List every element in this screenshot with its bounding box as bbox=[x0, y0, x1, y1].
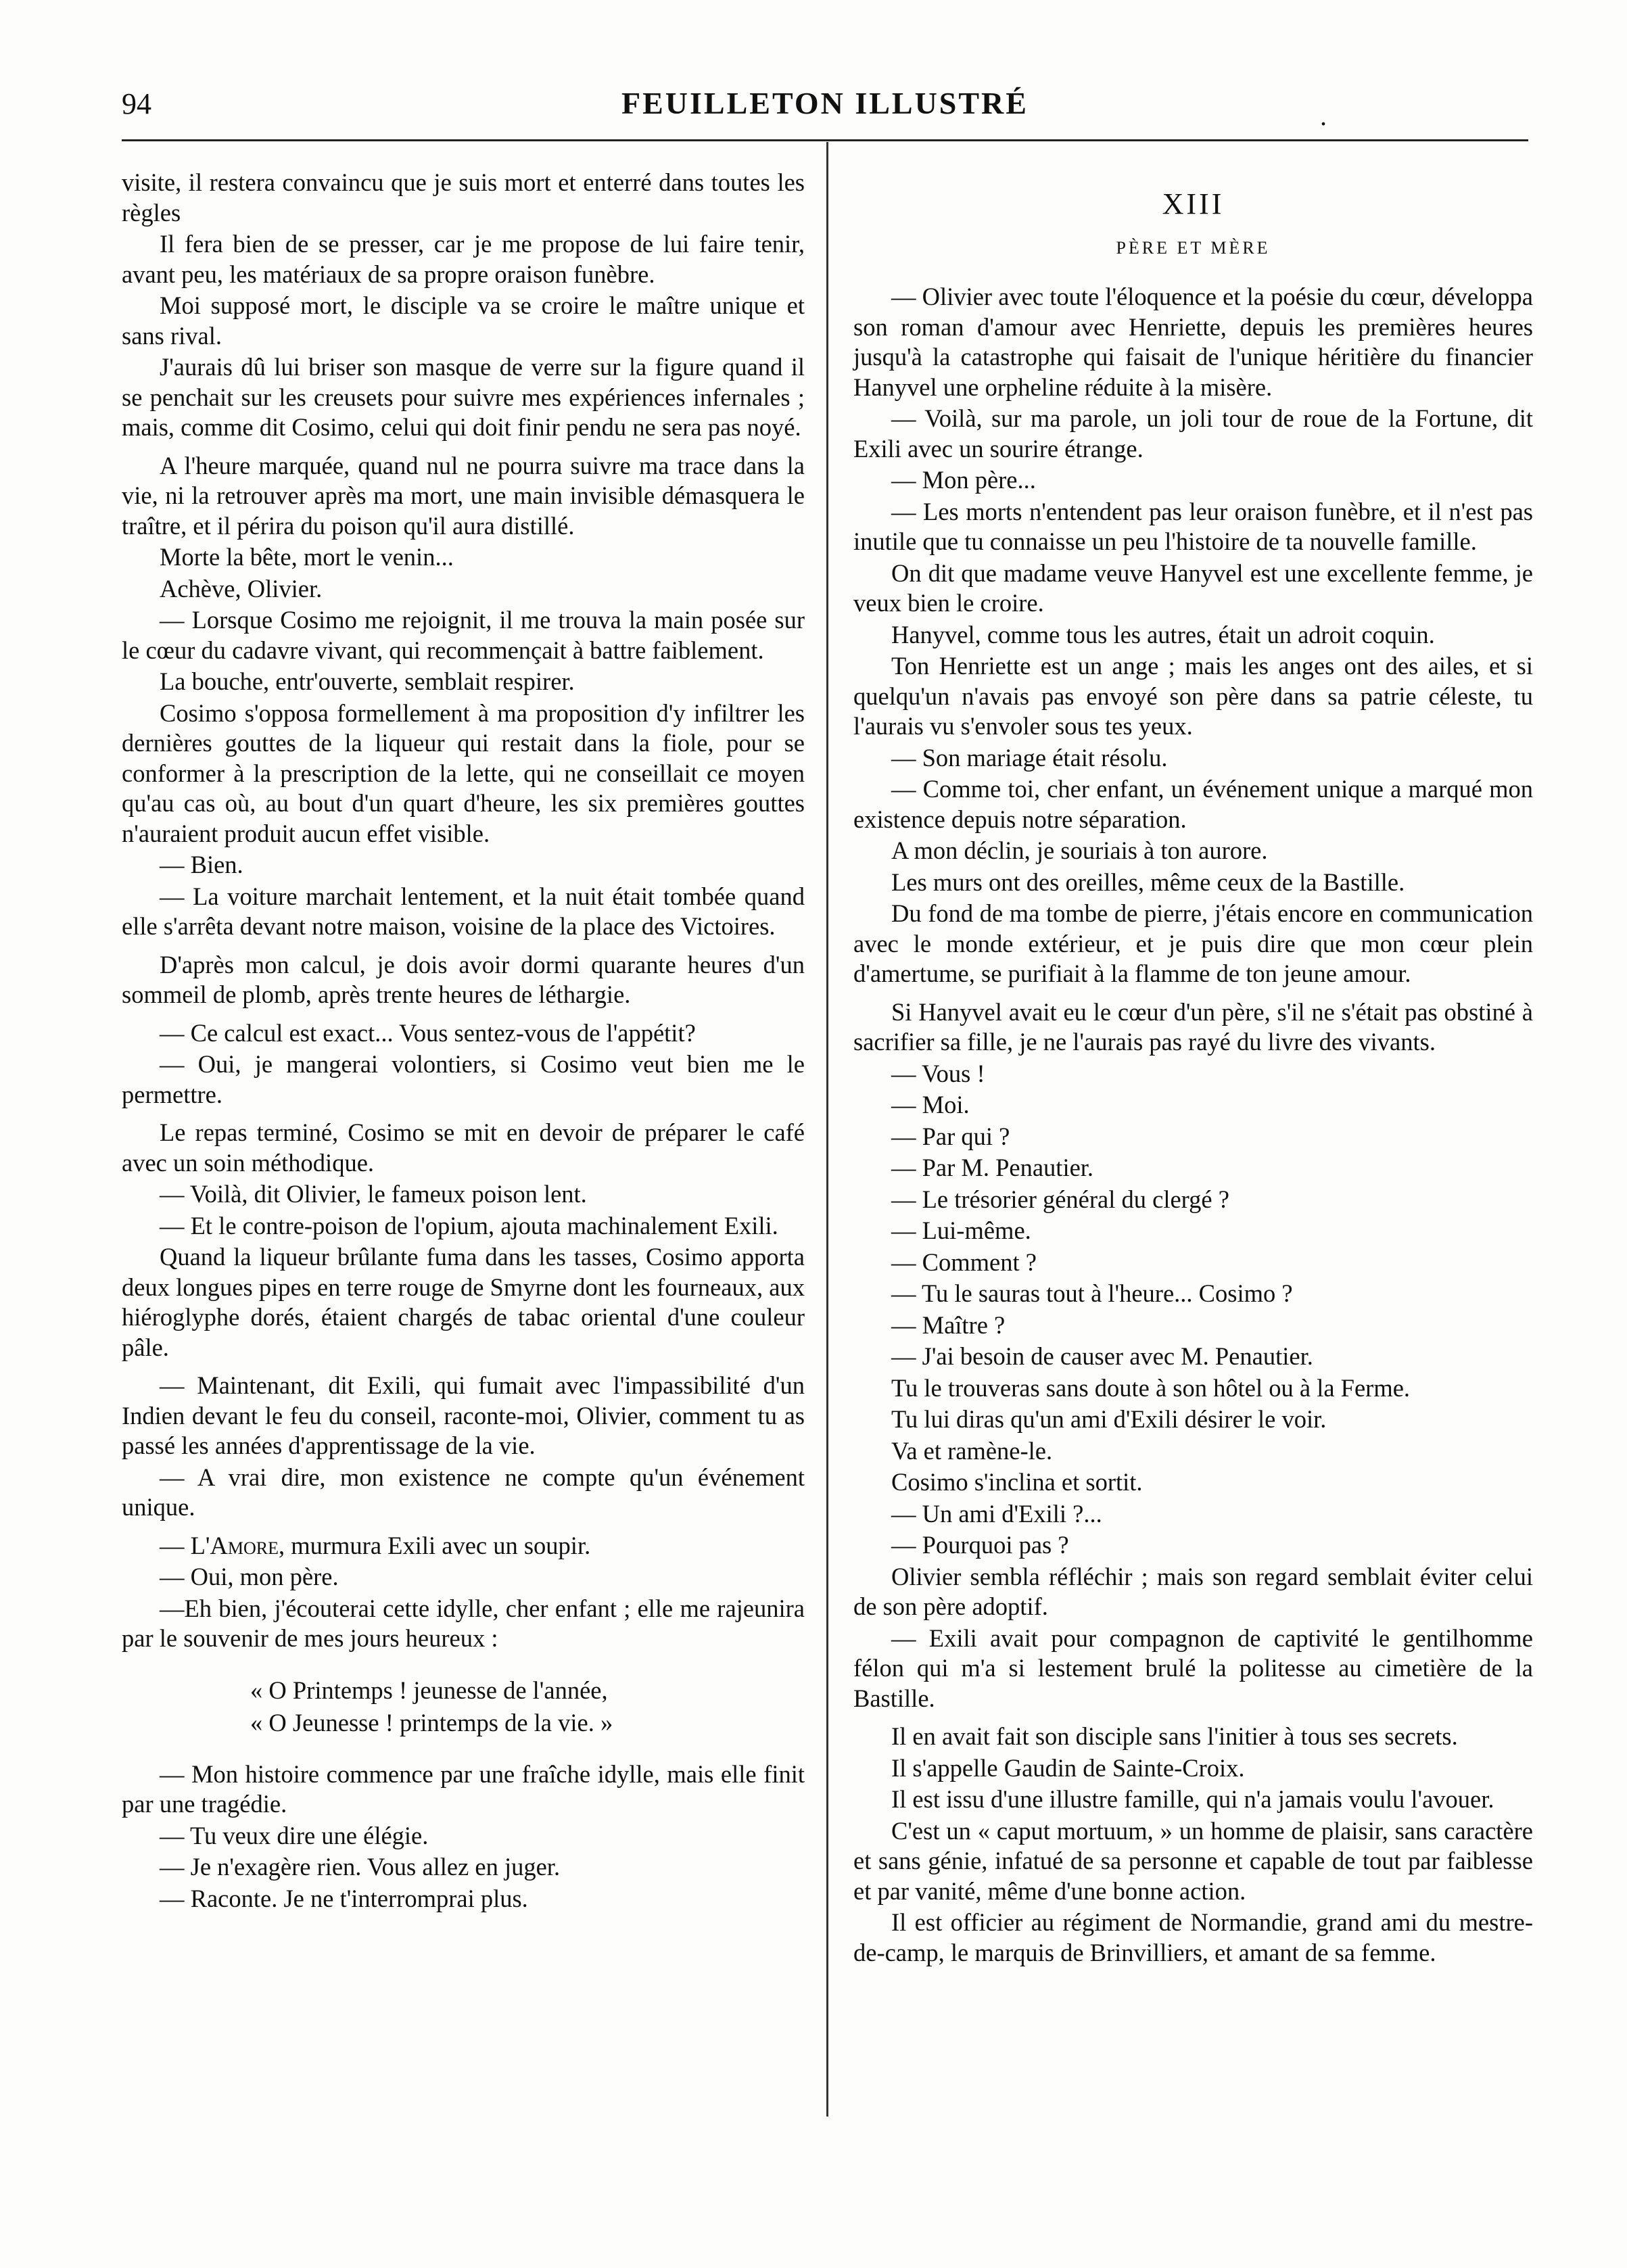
paragraph: — Comment ? bbox=[891, 1248, 1037, 1276]
page-number: 94 bbox=[122, 87, 151, 120]
paragraph: — Lui-même. bbox=[891, 1216, 1031, 1244]
column-divider bbox=[826, 142, 828, 2117]
paragraph: A mon déclin, je souriais à ton aurore. bbox=[891, 836, 1268, 864]
paragraph: — Maintenant, dit Exili, qui fumait avec l'impassibilité d'un Indien devant le feu du conseil, raconte-moi, Olivier, comment tu as passé les années d'apprentissage de la vie. bbox=[122, 1371, 805, 1459]
paragraph: La bouche, entr'ouverte, semblait respirer. bbox=[160, 667, 575, 695]
paragraph: Tu le trouveras sans doute à son hôtel ou à la Ferme. bbox=[891, 1373, 1411, 1402]
paragraph: — Maître ? bbox=[891, 1310, 1006, 1339]
paragraph: — Je n'exagère rien. Vous allez en juger. bbox=[160, 1853, 561, 1881]
paragraph bbox=[122, 1531, 805, 1561]
paragraph: J'aurais dû lui briser son masque de verre sur la figure quand il se penchait sur les creusets pour suivre mes expériences infernales ; mais, comme dit Cosimo, celui qui doit finir pendu ne sera pas noyé. bbox=[122, 353, 805, 441]
paragraph: — J'ai besoin de causer avec M. Penautier. bbox=[891, 1342, 1313, 1370]
paragraph: Le repas terminé, Cosimo se mit en devoir de préparer le café avec un soin méthodique. bbox=[122, 1118, 805, 1177]
paragraph: Cosimo s'inclina et sortit. bbox=[891, 1468, 1143, 1496]
paragraph: — Pourquoi pas ? bbox=[891, 1531, 1069, 1559]
paragraph: Il est issu d'une illustre famille, qui n'a jamais voulu l'avouer. bbox=[891, 1785, 1494, 1813]
paragraph: D'après mon calcul, je dois avoir dormi quarante heures d'un sommeil de plomb, après trente heures de léthargie. bbox=[122, 950, 805, 1008]
paragraph: — Olivier avec toute l'éloquence et la poésie du cœur, développa son roman d'amour avec Henriette, depuis les premières heures jusqu'à la catastrophe qui faisait de l'unique héritière du financier Hanyvel une orpheline réduite à la misère. bbox=[853, 283, 1533, 401]
small-caps-word: Amore bbox=[210, 1531, 279, 1559]
paragraph: —Eh bien, j'écouterai cette idylle, cher enfant ; elle me rajeunira par le souvenir de mes jours heureux : bbox=[122, 1594, 805, 1652]
left-column bbox=[122, 168, 805, 1915]
chapter-title: PÈRE ET MÈRE bbox=[1116, 237, 1271, 258]
paragraph: Va et ramène-le. bbox=[891, 1436, 1053, 1465]
paragraph: Il s'appelle Gaudin de Sainte-Croix. bbox=[891, 1753, 1245, 1782]
paragraph: Si Hanyvel avait eu le cœur d'un père, s'il ne s'était pas obstiné à sacrifier sa fille, je ne l'aurais pas rayé du livre des vivants. bbox=[853, 997, 1533, 1056]
paragraph: Ton Henriette est un ange ; mais les anges ont des ailes, et si quelqu'un n'avais pas envoyé son père dans sa patrie céleste, tu l'aurais vu s'envoler sous tes yeux. bbox=[853, 652, 1533, 740]
paragraph: Il est officier au régiment de Normandie, grand ami du mestre-de-camp, le marquis de Brinvilliers, et amant de sa femme. bbox=[853, 1908, 1533, 1966]
paragraph: — Oui, mon père. bbox=[160, 1563, 339, 1590]
page-header bbox=[122, 80, 1528, 131]
paragraph: Cosimo s'opposa formellement à ma proposition d'y infiltrer les dernières gouttes de la liqueur qui restait dans la fiole, pour se conformer à la prescription de la lette, qui ne conseillait ce moyen qu'au cas où, au bout d'un quart d'heure, les six premières gouttes n'auraient produit aucun effet visible. bbox=[122, 699, 805, 847]
paragraph: Les murs ont des oreilles, même ceux de la Bastille. bbox=[891, 868, 1405, 896]
paragraph: — Moi. bbox=[891, 1091, 970, 1118]
chapter-number: XIII bbox=[1162, 187, 1225, 220]
text-run: — L' bbox=[160, 1531, 210, 1559]
paragraph: Il fera bien de se presser, car je me propose de lui faire tenir, avant peu, les matériaux de sa propre oraison funèbre. bbox=[122, 230, 805, 288]
paragraph: — Tu veux dire une élégie. bbox=[160, 1821, 429, 1849]
paragraph: — Ce calcul est exact... Vous sentez-vous de l'appétit? bbox=[160, 1018, 696, 1047]
paragraph: — Un ami d'Exili ?... bbox=[891, 1499, 1102, 1528]
paragraph: — Mon histoire commence par une fraîche idylle, mais elle finit par une tragédie. bbox=[122, 1759, 805, 1818]
paragraph: Il en avait fait son disciple sans l'initier à tous ses secrets. bbox=[891, 1722, 1458, 1750]
paragraph: — Exili avait pour compagnon de captivité le gentilhomme félon qui m'a si lestement brulé la politesse au cimetière de la Bastille. bbox=[853, 1624, 1533, 1712]
paragraph: Quand la liqueur brûlante fuma dans les tasses, Cosimo apporta deux longues pipes en terre rouge de Smyrne dont les fourneaux, aux hiéroglyphe dorés, étaient chargés de tabac oriental d'une couleur pâle. bbox=[122, 1243, 805, 1361]
header-rule bbox=[122, 139, 1528, 141]
paragraph: visite, il restera convaincu que je suis mort et enterré dans toutes les règles bbox=[122, 168, 805, 227]
paragraph: Moi supposé mort, le disciple va se croire le maître unique et sans rival. bbox=[122, 291, 805, 350]
text-run: , murmura Exili avec un soupir. bbox=[278, 1531, 591, 1559]
paragraph: — Voilà, sur ma parole, un joli tour de roue de la Fortune, dit Exili avec un sourire étrange. bbox=[853, 404, 1533, 463]
paragraph: — Par M. Penautier. bbox=[891, 1154, 1094, 1181]
verse-quote bbox=[122, 1674, 805, 1739]
verse-line: « O Printemps ! jeunesse de l'année, bbox=[250, 1676, 608, 1704]
paragraph: — Raconte. Je ne t'interromprai plus. bbox=[160, 1884, 528, 1912]
paragraph: — La voiture marchait lentement, et la nuit était tombée quand elle s'arrêta devant notre maison, voisine de la place des Victoires. bbox=[122, 882, 805, 940]
paragraph: — Bien. bbox=[160, 851, 243, 878]
paragraph: A l'heure marquée, quand nul ne pourra suivre ma trace dans la vie, ni la retrouver après ma mort, une main invisible démasquera le traître, et il périra du poison qu'il aura distillé. bbox=[122, 451, 805, 540]
paragraph: — Et le contre-poison de l'opium, ajouta machinalement Exili. bbox=[160, 1211, 778, 1239]
paragraph: — Le trésorier général du clergé ? bbox=[891, 1185, 1229, 1213]
right-column bbox=[853, 177, 1533, 1969]
paragraph: — Oui, je mangerai volontiers, si Cosimo veut bien me le permettre. bbox=[122, 1050, 805, 1108]
paragraph: Achève, Olivier. bbox=[160, 574, 323, 603]
paragraph: Du fond de ma tombe de pierre, j'étais encore en communication avec le monde extérieur, et je puis dire que mon cœur plein d'amertume, se purifiait à la flamme de ton jeune amour. bbox=[853, 899, 1533, 987]
paragraph: Hanyvel, comme tous les autres, était un adroit coquin. bbox=[891, 620, 1435, 648]
paragraph: — A vrai dire, mon existence ne compte qu'un événement unique. bbox=[122, 1463, 805, 1521]
paragraph: Olivier sembla réfléchir ; mais son regard semblait éviter celui de son père adoptif. bbox=[853, 1562, 1533, 1620]
paragraph: — Mon père... bbox=[891, 466, 1036, 494]
paragraph: — Les morts n'entendent pas leur oraison funèbre, et il n'est pas inutile que tu connaisse un peu l'histoire de ta nouvelle famille. bbox=[853, 497, 1533, 555]
paragraph: — Lorsque Cosimo me rejoignit, il me trouva la main posée sur le cœur du cadavre vivant, qui recommençait à battre faiblement. bbox=[122, 606, 805, 664]
paragraph: — Tu le sauras tout à l'heure... Cosimo ? bbox=[891, 1279, 1293, 1307]
paragraph: — Par qui ? bbox=[891, 1122, 1010, 1150]
paragraph: — Comme toi, cher enfant, un événement unique a marqué mon existence depuis notre séparation. bbox=[853, 775, 1533, 833]
verse-line: « O Jeunesse ! printemps de la vie. » bbox=[250, 1708, 613, 1737]
paragraph: On dit que madame veuve Hanyvel est une excellente femme, je veux bien le croire. bbox=[853, 559, 1533, 617]
running-title: FEUILLETON ILLUSTRÉ bbox=[621, 86, 1029, 120]
paragraph: — Son mariage était résolu. bbox=[891, 743, 1168, 772]
paragraph: — Voilà, dit Olivier, le fameux poison lent. bbox=[160, 1180, 587, 1208]
paragraph: — Vous ! bbox=[891, 1059, 985, 1087]
paragraph: Tu lui diras qu'un ami d'Exili désirer le voir. bbox=[891, 1405, 1327, 1433]
paragraph: C'est un « caput mortuum, » un homme de plaisir, sans caractère et sans génie, infatué de sa personne et capable de tout par faiblesse et par vanité, même d'une bonne action. bbox=[853, 1816, 1533, 1905]
header-mark: . bbox=[1320, 101, 1327, 131]
paragraph: Morte la bête, mort le venin... bbox=[160, 543, 454, 571]
